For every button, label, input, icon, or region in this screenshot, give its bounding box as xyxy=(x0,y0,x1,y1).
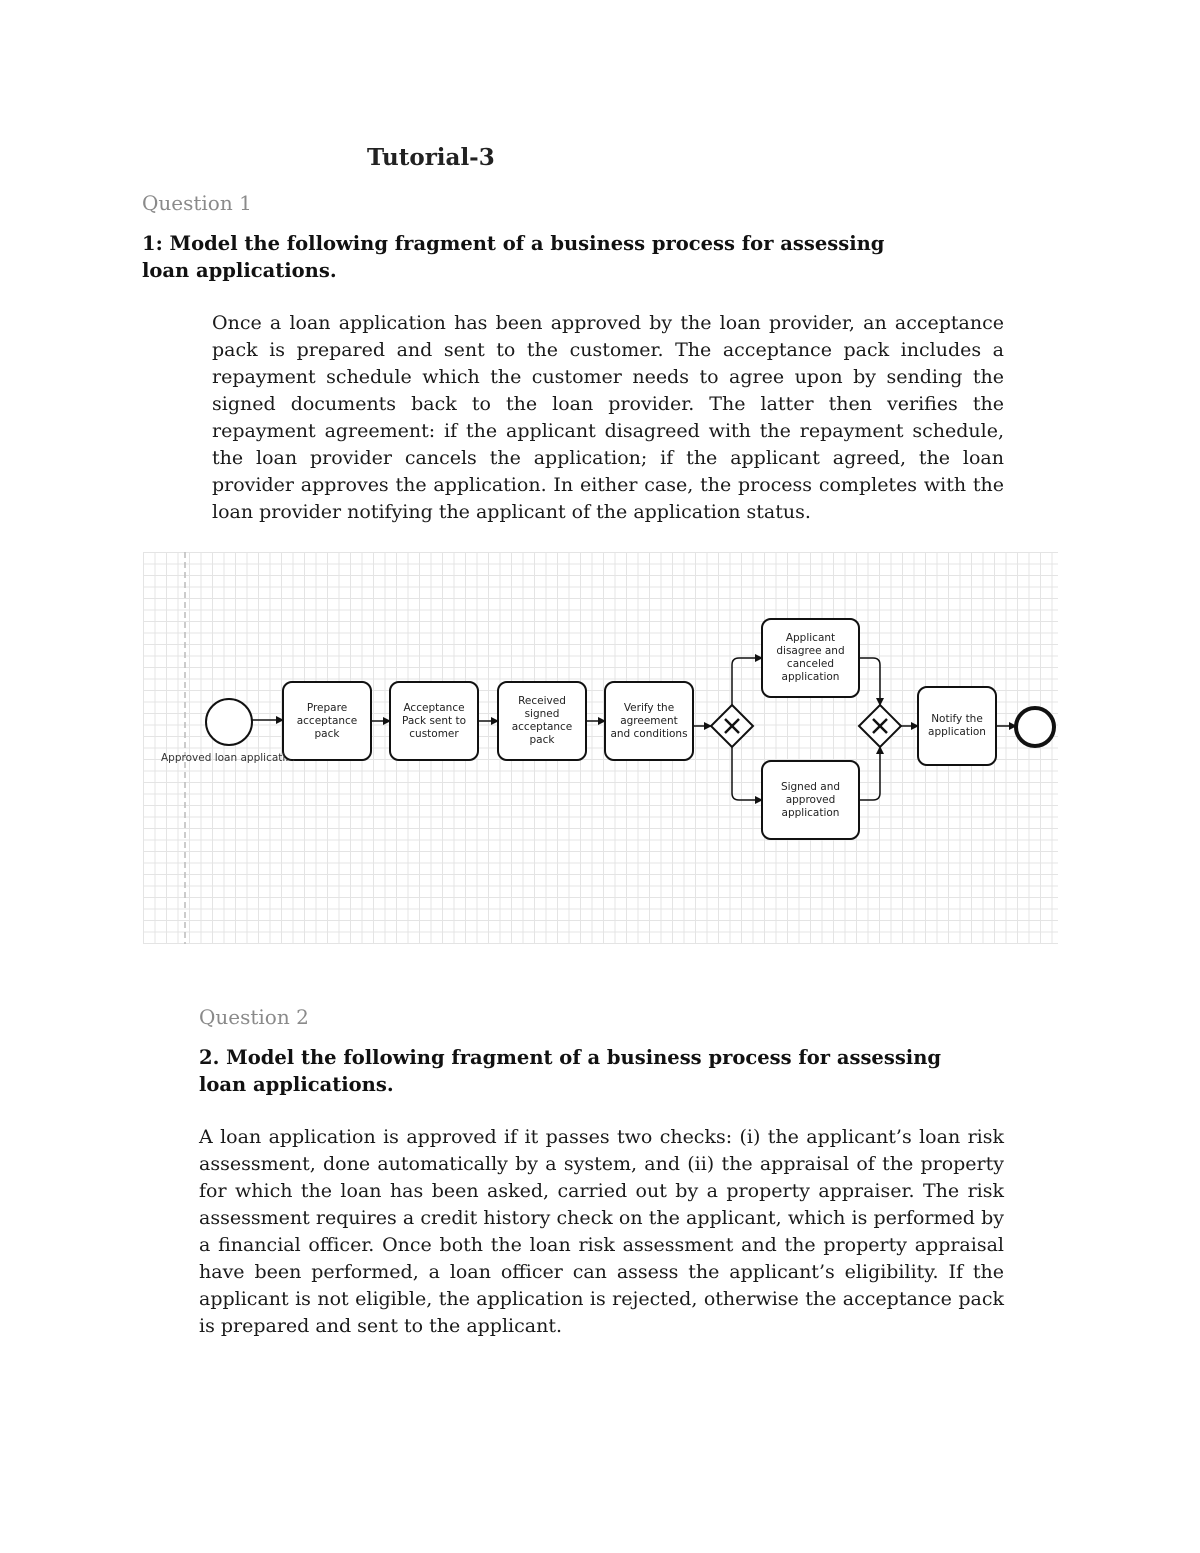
question-1-prompt: 1: Model the following fragment of a business process for assessing loan applications. xyxy=(142,232,885,282)
split-xor-gateway xyxy=(711,705,753,747)
question-1-heading: Question 1 xyxy=(142,191,252,215)
merge-xor-gateway xyxy=(859,705,901,747)
task-verify-agreement: Verify the agreement and conditions xyxy=(610,701,688,740)
question-1-text: Once a loan application has been approved by the loan provider, an acceptance pack is prepared and sent to the customer. The acceptance pack includes a repayment schedule which the customer needs to agree upon by sending the signed documents back to the loan provider. The latter then verifies the repayment agreement: if the applicant disagreed with the repayment schedule, the loan provider cancels the application; if the applicant agreed, the loan provider approves the application. In either case, the process completes with the loan provider notifying the applicant of the application status. xyxy=(212,312,1004,523)
end-event xyxy=(1016,708,1054,746)
question-2-heading: Question 2 xyxy=(199,1005,309,1029)
page-title: Tutorial-3 xyxy=(367,144,495,171)
task-acceptance-pack-sent: Acceptance Pack sent to customer xyxy=(401,701,467,740)
bpmn-diagram xyxy=(143,552,1058,944)
task-received-signed-pack: Received signed acceptance pack xyxy=(511,695,573,746)
task-notify-application: Notify the application xyxy=(928,713,986,738)
question-2-prompt: 2. Model the following fragment of a business process for assessing loan applications. xyxy=(199,1046,942,1096)
start-event-label: Approved loan applicati... xyxy=(161,752,296,764)
task-applicant-disagree: Applicant disagree and canceled application xyxy=(776,632,845,683)
question-2-text: A loan application is approved if it passes two checks: (i) the applicant’s loan risk assessment, done automatically by a system, and (ii) the appraisal of the property for which the loan has been asked, carried out by a property appraiser. The risk assessment requires a credit history check on the applicant, which is performed by a financial officer. Once both the loan risk assessment and the property appraisal have been performed, a loan officer can assess the applicant’s eligibility. If the applicant is not eligible, the application is rejected, otherwise the acceptance pack is prepared and sent to the applicant. xyxy=(199,1126,1004,1337)
start-event xyxy=(206,699,252,745)
task-signed-approved: Signed and approved application xyxy=(780,780,841,819)
task-prepare-acceptance-pack: Prepare acceptance pack xyxy=(296,701,358,740)
